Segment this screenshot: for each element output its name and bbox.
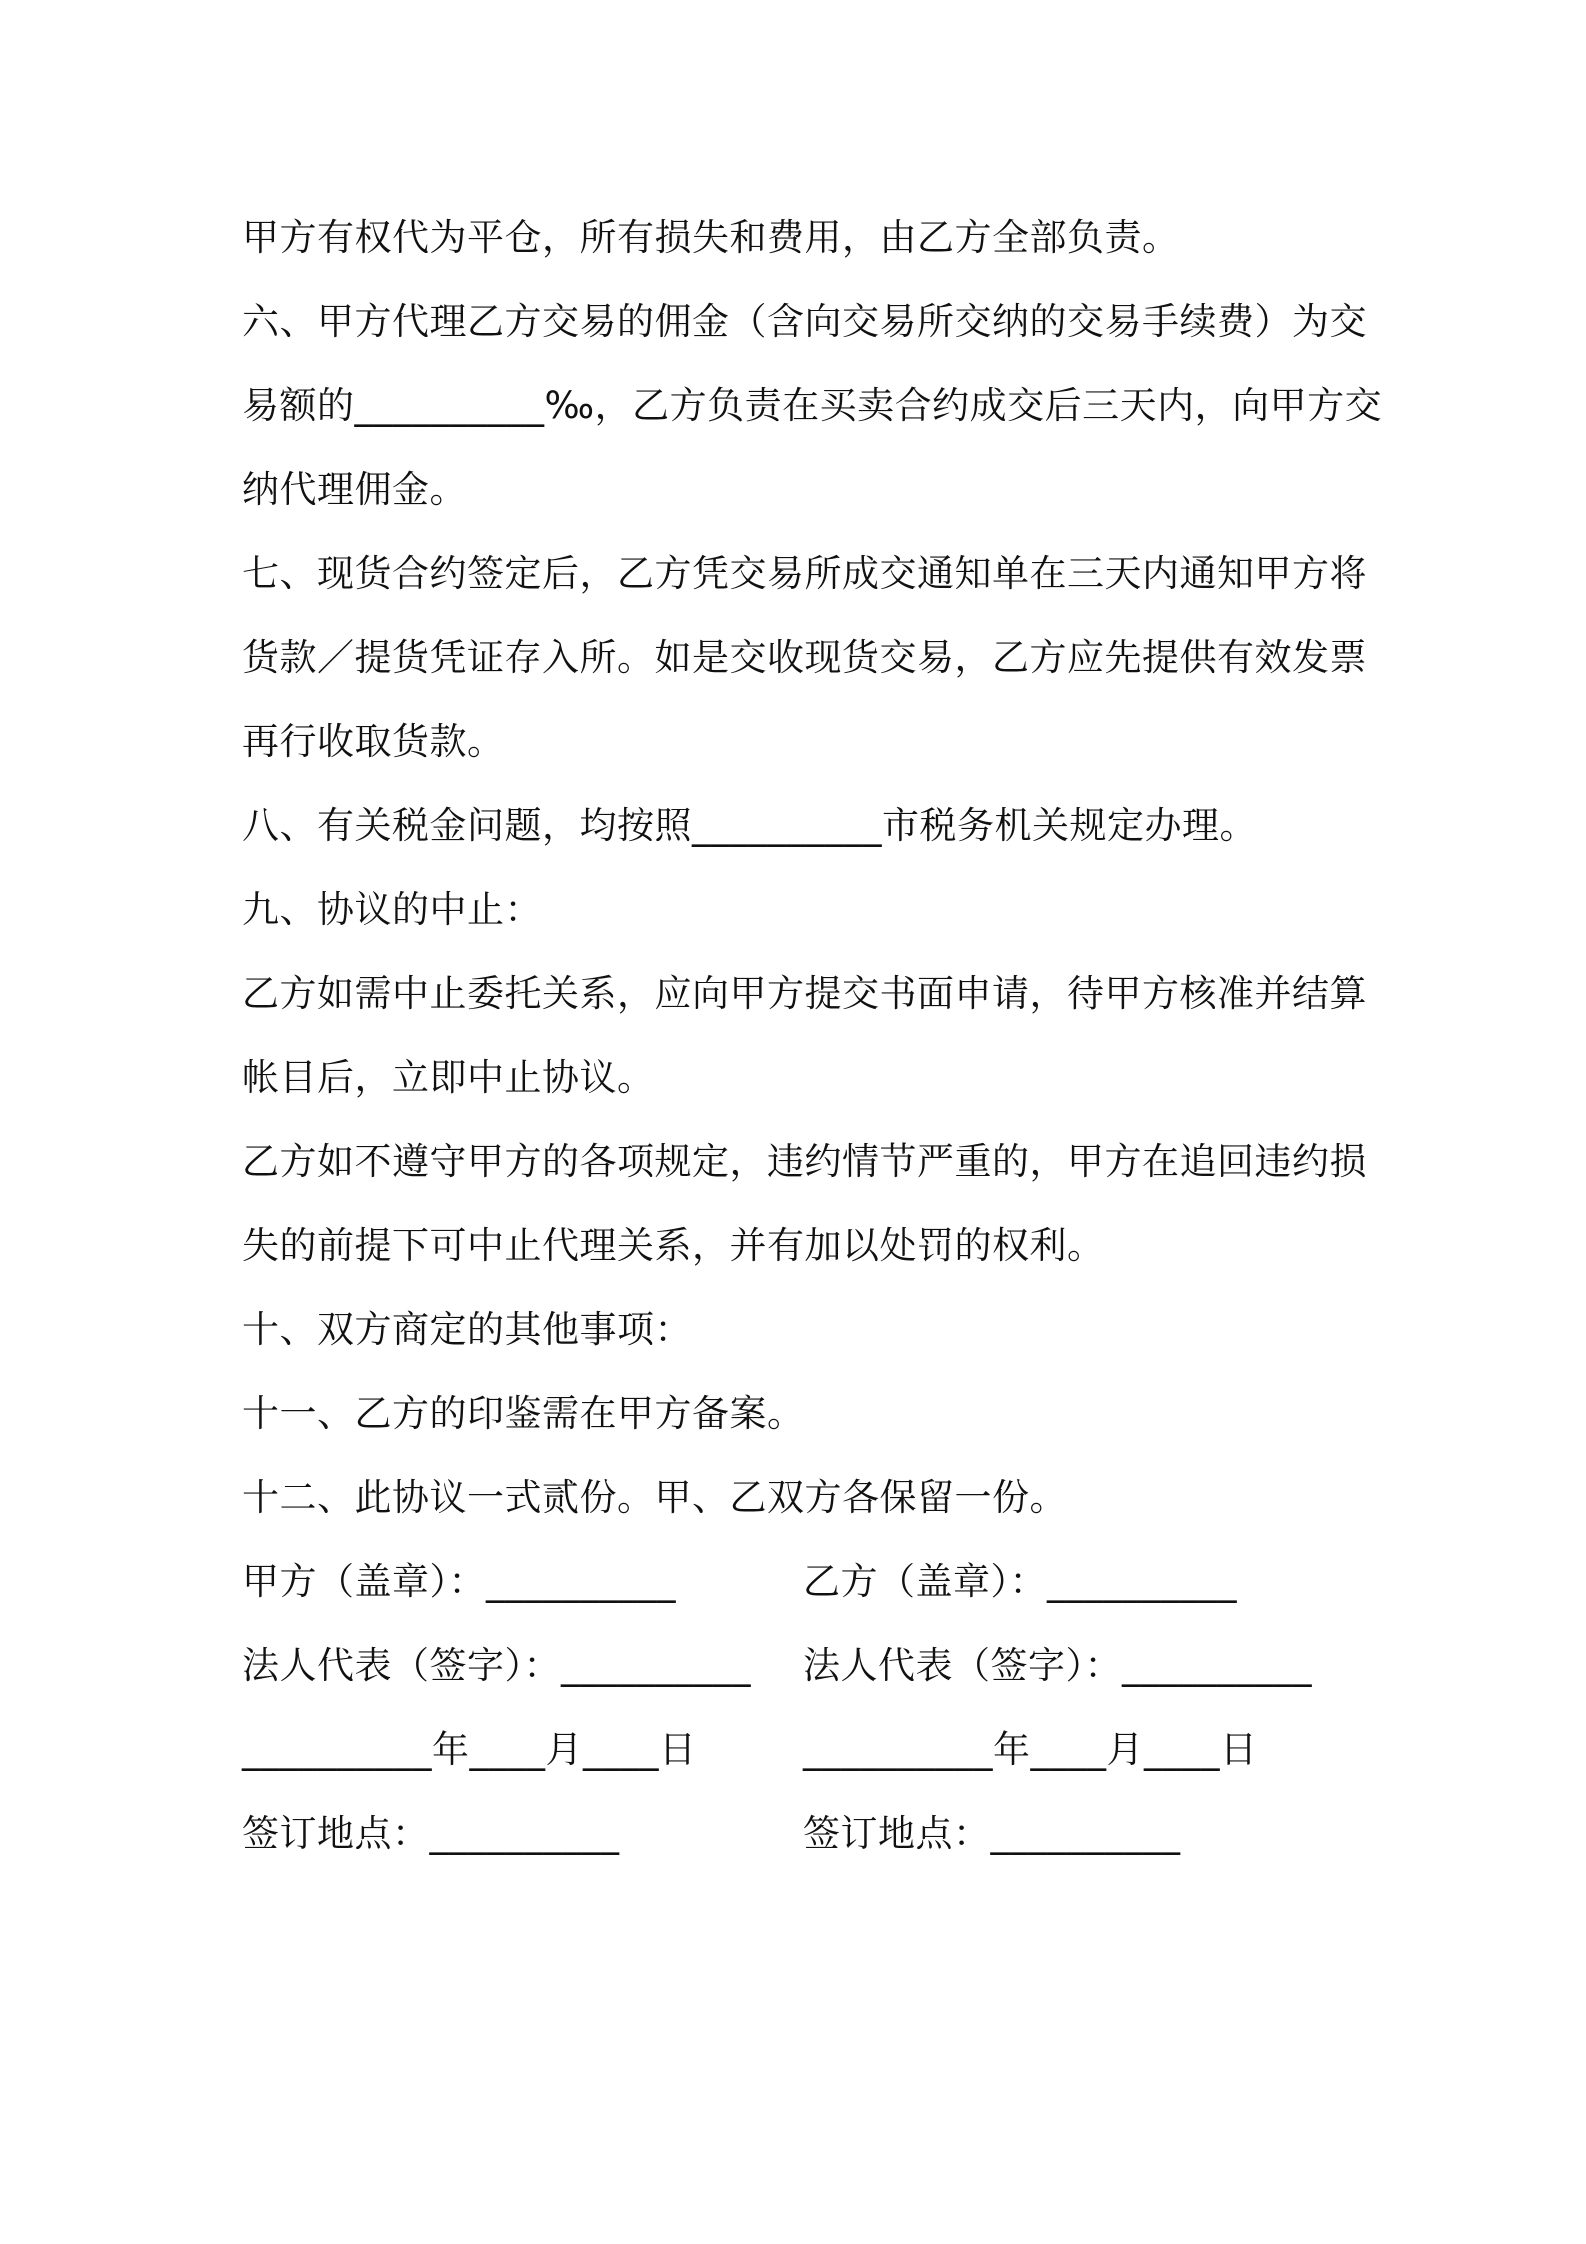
party-a-date-field: __________年____月____日: [242, 1728, 697, 1771]
clause-8-line: 八、有关税金问题，均按照__________市税务机关规定办理。: [242, 804, 1257, 847]
clause-9-para-2-line-1: 乙方如不遵守甲方的各项规定，违约情节严重的，甲方在追回违约损: [242, 1140, 1367, 1183]
signature-date-row: [242, 1708, 1362, 1792]
party-b-representative-field: 法人代表（签字）：__________: [803, 1644, 1312, 1687]
clause-9-para-2-line-2: 失的前提下可中止代理关系，并有加以处罚的权利。: [242, 1224, 1105, 1267]
party-a-seal-field: 甲方（盖章）：__________: [242, 1560, 676, 1603]
clause-9-heading: 九、协议的中止：: [242, 888, 542, 931]
party-a-place-field: 签订地点：__________: [242, 1812, 620, 1855]
clause-7-line-1: 七、现货合约签定后，乙方凭交易所成交通知单在三天内通知甲方将: [242, 552, 1367, 595]
text-line: 甲方有权代为平仓，所有损失和费用，由乙方全部负责。: [242, 216, 1180, 259]
signature-representative-row: [242, 1624, 1362, 1708]
party-b-place-field: 签订地点：__________: [803, 1812, 1181, 1855]
document-page: [242, 196, 1383, 1876]
signature-seal-row: [242, 1540, 1362, 1624]
party-b-seal-field: 乙方（盖章）：__________: [803, 1560, 1237, 1603]
signature-place-row: [242, 1792, 1362, 1876]
clause-12-line: 十二、此协议一式贰份。甲、乙双方各保留一份。: [242, 1476, 1067, 1519]
clause-7-line-3: 再行收取货款。: [242, 720, 505, 763]
clause-9-para-1-line-1: 乙方如需中止委托关系，应向甲方提交书面申请，待甲方核准并结算: [242, 972, 1367, 1015]
clause-6-line-3: 纳代理佣金。: [242, 468, 467, 511]
party-b-date-field: __________年____月____日: [803, 1728, 1258, 1771]
clause-6-line-2: 易额的__________‰，乙方负责在买卖合约成交后三天内，向甲方交: [242, 384, 1383, 427]
clause-10-line: 十、双方商定的其他事项：: [242, 1308, 692, 1351]
clause-7-line-2: 货款／提货凭证存入所。如是交收现货交易，乙方应先提供有效发票: [242, 636, 1367, 679]
clause-6-line-1: 六、甲方代理乙方交易的佣金（含向交易所交纳的交易手续费）为交: [242, 300, 1367, 343]
clause-9-para-1-line-2: 帐目后，立即中止协议。: [242, 1056, 655, 1099]
clause-11-line: 十一、乙方的印鉴需在甲方备案。: [242, 1392, 805, 1435]
party-a-representative-field: 法人代表（签字）：__________: [242, 1644, 751, 1687]
